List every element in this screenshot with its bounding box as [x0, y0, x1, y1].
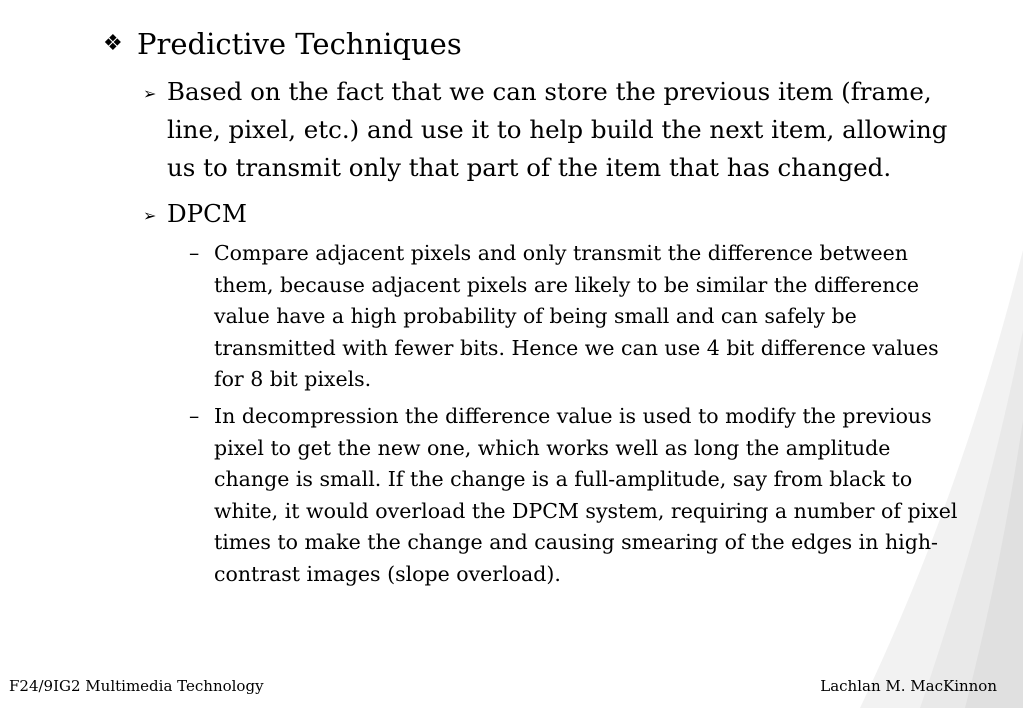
subpoint-text: Compare adjacent pixels and only transmit the difference between them, because adjacent pixels are likely to be similar the difference value have a high probability of being small and can safely be transmitted with fewer bits. Hence we can use 4 bit difference values for 8 bit pixels.: [214, 241, 939, 391]
bullet-point-text: DPCM: [167, 199, 247, 228]
bullet-point-stored-item: [143, 73, 983, 187]
footer-author: Lachlan M. MacKinnon: [820, 677, 997, 695]
subpoint-decompression: [189, 401, 964, 590]
slide-heading-text: Predictive Techniques: [137, 27, 462, 61]
bullet-point-text: Based on the fact that we can store the previous item (frame, line, pixel, etc.) and use it to help build the next item, allowing us to transmit only that part of the item that has changed.: [167, 77, 948, 182]
subpoint-compare-adjacent: [189, 238, 964, 396]
bullet-point-dpcm: [143, 195, 983, 235]
subpoint-text: In decompression the difference value is used to modify the previous pixel to get the new one, which works well as long the amplitude change is small. If the change is a full-amplitude, say from black to white, it would overload the DPCM system, requiring a number of pixel times to make the change and causing smearing of the edges in high-contrast images (slope overload).: [214, 404, 958, 586]
arrow-bullet-icon: ➢: [143, 206, 157, 225]
arrow-bullet-icon: ➢: [143, 84, 157, 103]
slide-heading: [103, 25, 983, 63]
dash-bullet-icon: –: [189, 241, 200, 265]
footer-course: F24/9IG2 Multimedia Technology: [9, 677, 264, 695]
diamond-bullet-icon: ❖: [103, 31, 123, 56]
dash-bullet-icon: –: [189, 404, 200, 428]
